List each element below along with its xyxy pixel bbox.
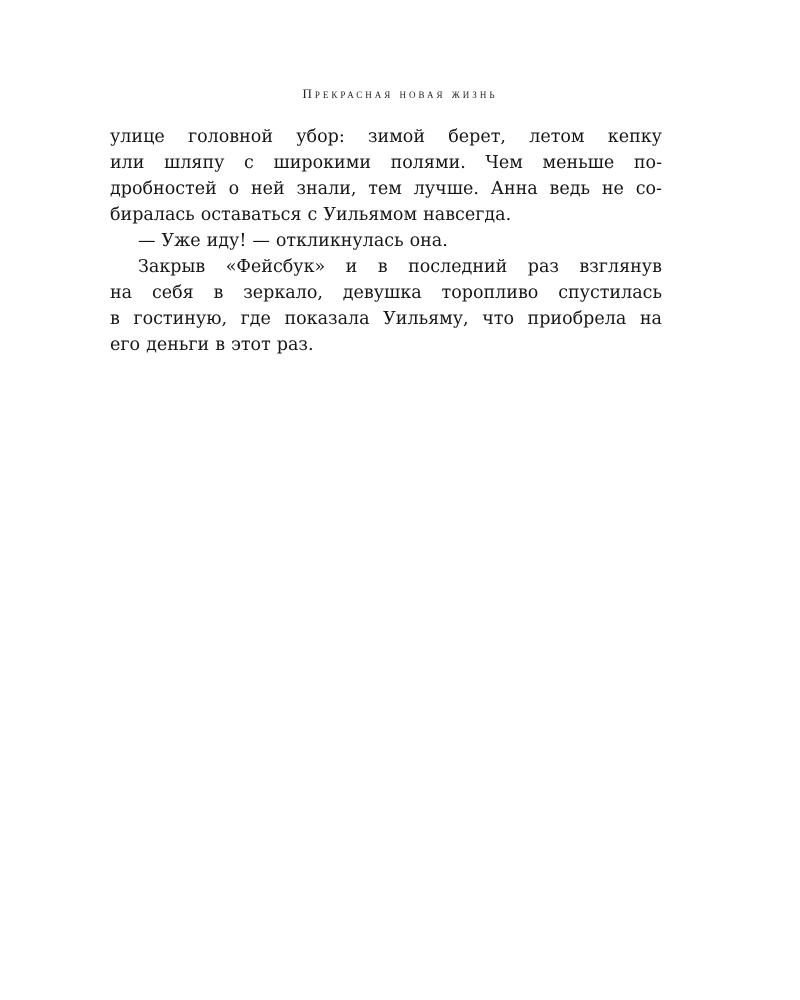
text-line: биралась оставаться с Уильямом навсегда.	[110, 205, 512, 225]
text-line: в гостиную, где показала Уильяму, что приобрела на	[110, 309, 662, 329]
text-line: Закрыв «Фейсбук» и в последний раз взглянув	[138, 257, 662, 277]
running-head: Прекрасная новая жизнь	[302, 86, 498, 101]
text-line: его деньги в этот раз.	[110, 335, 314, 355]
text-line: или шляпу с широкими полями. Чем меньше по-	[110, 153, 662, 173]
text-line: улице головной убор: зимой берет, летом кепку	[110, 127, 662, 147]
text-line: дробностей о ней знали, тем лучше. Анна ведь не со-	[110, 179, 662, 199]
body-text	[110, 124, 662, 358]
text-line: на себя в зеркало, девушка торопливо спустилась	[110, 283, 662, 303]
text-line: — Уже иду! — откликнулась она.	[138, 231, 448, 251]
